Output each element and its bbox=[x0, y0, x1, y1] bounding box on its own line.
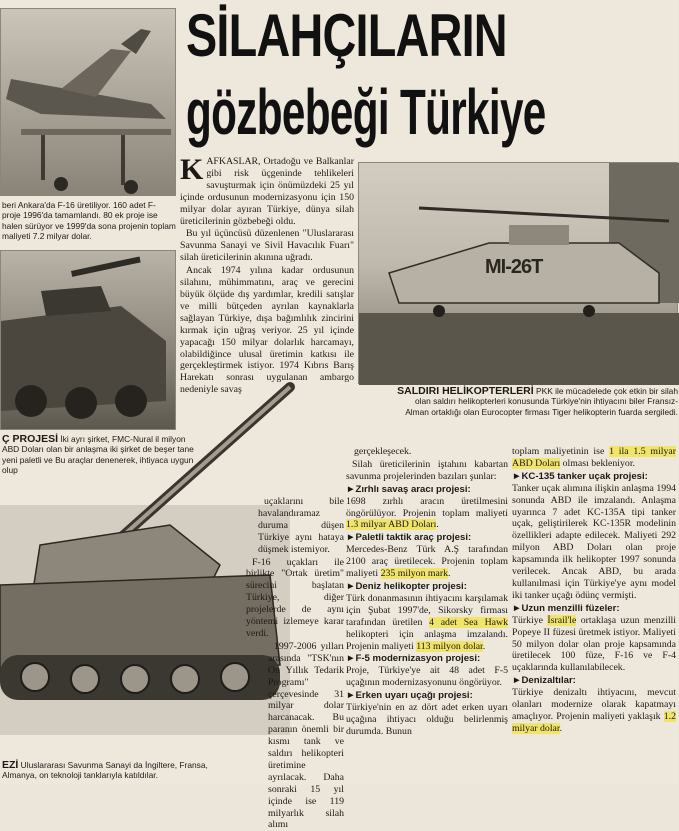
tanker-project-title: ►KC-135 tanker uçak projesi: bbox=[512, 470, 648, 482]
helicopter-caption-title: SALDIRI HELİKOPTERLERİ bbox=[397, 385, 534, 397]
submarine-project-body bbox=[512, 687, 676, 735]
jet-illustration bbox=[1, 9, 177, 197]
text-run: Mercedes-Benz Türk A.Ş tarafından 2100 araç üretilecek. Projenin toplam maliyeti bbox=[346, 544, 508, 580]
f16-jet-photo bbox=[0, 8, 176, 196]
helicopter-caption bbox=[392, 386, 678, 438]
text-run: . bbox=[482, 640, 486, 652]
article-column-1b bbox=[222, 496, 344, 831]
text-run: . bbox=[436, 519, 439, 531]
text-run: Türk donanmasının ihtiyacını karşılamak için Şubat 1997'de, Sikorsky firması tarafından üretilen bbox=[346, 592, 508, 628]
procurement-paragraph: 1997-2006 yılları arasında "TSK'nın On Yıllık Tedarik Programı" çerçevesinde 31 milyar dolar harcanacak. Bu paranın önemli bir kısmı tank ve saldırı helikopteri üretimine ayrılacak. Daha sonraki 15 yıl içinde ise 119 milyarlık silah alımı bbox=[268, 640, 344, 831]
f16-caption: beri Ankara'da F-16 üretiliyor. 160 adet F- proje 1996'da tamamlandı. 80 ek proje ise halen sürüyor ve 1999'da sona projenin toplam maliyeti 7.2 milyar dolar. bbox=[2, 200, 176, 242]
intro-paragraph: AFKASLAR, Ortadoğu ve Balkanlar gibi risk üçgeninde tehlikeleri savuşturmak için önümüzdeki 25 yıl içinde ordusunun modernizasyonu için 150 milyar dolar ayıran Türkiye, dünya silah üreticilerinin gözbebeği oldu. bbox=[180, 156, 354, 227]
column3-continuation bbox=[512, 446, 676, 470]
projects-intro: Silah üreticilerinin iştahını kabartan savunma projelerinden bazıları şunlar: bbox=[346, 458, 508, 482]
coproduction-paragraph: F-16 uçakları ile birlikte "Ortak üretim" sürecini başlatan Türkiye, diğer projelerde de aynı yöntemi izlemeye karar verdi. bbox=[246, 556, 344, 639]
naval-helicopter-project-title: ►Deniz helikopter projesi: bbox=[346, 580, 467, 592]
f5-project-title: ►F-5 modernizasyon projesi: bbox=[346, 653, 481, 665]
armored-vehicle-project-title: ►Zırhlı savaş aracı projesi: bbox=[346, 483, 471, 495]
text-run: 113 milyon dolar bbox=[416, 640, 483, 652]
drop-cap: K bbox=[180, 153, 204, 186]
text-run: olması bekleniyor. bbox=[560, 457, 635, 469]
early-warning-project-title: ►Erken uyarı uçağı projesi: bbox=[346, 690, 473, 702]
embargo-paragraph: uçaklarını bile havalandıramaz duruma düşen Türkiye aynı hataya düşmek istemiyor. bbox=[258, 496, 344, 555]
headline-line1: SİLAHÇILARIN bbox=[186, 2, 507, 69]
text-run: İsrail'le bbox=[547, 614, 577, 626]
history-paragraph: Ancak 1974 yılına kadar ordusunun silahını, mühimmatını, araç ve gerecini büyük ölçüde dış yardımlar, kredili satışlar ve milli bütçeden ayrılan kaynaklarla sağlayan Türkiye, dışa bağımlılık zincirini kırmak için uğraş veriyor. 25 yıl içinde yapacağı 150 milyar dolarlık harcamayı, olabildiğince ulusal üretimin katkısı ile gerçekleştirmek istiyor. 1974 Kıbrıs Barış Harekatı sonrası uygulanan ambargo nedeniyle savaş bbox=[180, 265, 354, 396]
text-run: toplam maliyetinin ise bbox=[512, 446, 610, 457]
apc-caption-body: İki ayrı şirket, FMC-Nural il milyon ABD Doları olan bir anlaşma iki şirket de beşer tane yeni paletli ve Bu araçlar denenerek, ihtiyaca uygun olup bbox=[2, 434, 194, 476]
text-run: 1.3 milyar ABD Doları bbox=[346, 519, 437, 531]
text-run: Türkiye bbox=[512, 614, 548, 626]
tracked-vehicle-project-title: ►Paletli taktik araç projesi: bbox=[346, 532, 472, 544]
text-run: 1 ila 1.5 milyar ABD Doları bbox=[512, 446, 677, 469]
text-run: . bbox=[448, 568, 451, 580]
column2-continuation: gerçekleşecek. bbox=[354, 446, 412, 457]
tracked-vehicle-project-body bbox=[346, 544, 508, 580]
naval-helicopter-project-body bbox=[346, 593, 508, 653]
text-run: ortaklaşa uzun menzilli Popeye II füzesi üretmek istiyor. Maliyeti 50 milyon dolar olan proje kapsamında üretilecek 100 füze, F-16 ve F-4 uçaklarında kullanılabilecek. bbox=[512, 614, 676, 674]
helicopter-marking: MI-26T bbox=[485, 256, 543, 278]
early-warning-project-body: Türkiye'nin en az dört adet erken uyarı uçağına ihtiyacı olduğu belirlenmiş durumda. Bunun bbox=[346, 702, 508, 737]
text-run: 1698 zırhlı aracın üretilmesini öngörülüyor. Projenin toplam maliyeti bbox=[346, 495, 508, 519]
fair-paragraph: Bu yıl üçüncüsü düzenlenen "Uluslararası Savunma Sanayi ve Sivil Havacılık Fuarı" silah üreticilerinin akınına uğradı. bbox=[180, 228, 354, 264]
text-run: helikopteri için anlaşma imzalandı. Projenin maliyeti bbox=[346, 628, 508, 652]
text-run: Türkiye denizaltı ihtiyacını, mevcut olanları modernize olarak kapatmayı amaçlıyor. Projenin maliyeti yaklaşık bbox=[512, 687, 676, 722]
text-run: 4 adet Sea Hawk bbox=[429, 616, 508, 628]
tank-caption-body: Uluslararası Savunma Sanayi da İngiltere, Fransa, Almanya, on teknoloji tanklarıyla katıldılar. bbox=[2, 760, 208, 781]
missile-project-title: ►Uzun menzilli füzeler: bbox=[512, 602, 620, 614]
tank-caption bbox=[2, 760, 222, 785]
missile-project-body bbox=[512, 615, 676, 675]
headline-line2: gözbebeği Türkiye bbox=[186, 76, 546, 148]
text-run: 1.2 milyar dolar bbox=[512, 710, 676, 734]
text-run: . bbox=[559, 722, 563, 734]
apc-caption-title: Ç PROJESİ bbox=[2, 433, 59, 445]
text-run: 235 milyon mark bbox=[380, 568, 449, 580]
tank-caption-title: EZİ bbox=[2, 759, 19, 771]
article-column-3 bbox=[512, 446, 676, 784]
tanker-project-body: Tanker uçak alımına ilişkin anlaşma 1994 sonunda ABD ile imzalandı. Anlaşma uyarınca 7 adet KC-135A tipi tanker uçak, geliştirilerek KC-135R modelinin özellikleri adapte edilecek. Maliyeti 292 milyon ABD Doları olan proje kapsamında ilk helikopter 1997 sonunda verilecek. Ancak ABD, bu arada kullanılmasi için Türkiye'ye aynı model iki tanker uçağı ödünç vermişti. bbox=[512, 482, 676, 601]
submarine-project-title: ►Denizaltılar: bbox=[512, 675, 576, 687]
helicopter-caption-body: PKK ile mücadelede çok etkin bir silah olan saldırı helikopterleri konusunda Türkiye'nin ihtiyacını biler Fransız-Alman ortaklığı olan Eurocopter firması Tiger helikopterin fuarda sergiledi. bbox=[405, 386, 678, 417]
armored-vehicle-project-body bbox=[346, 496, 508, 532]
article-column-2 bbox=[346, 446, 508, 784]
f5-project-body: Proje, Türkiye'ye ait 48 adet F-5 uçağının modernizasyonunu öngörüyor. bbox=[346, 665, 508, 689]
